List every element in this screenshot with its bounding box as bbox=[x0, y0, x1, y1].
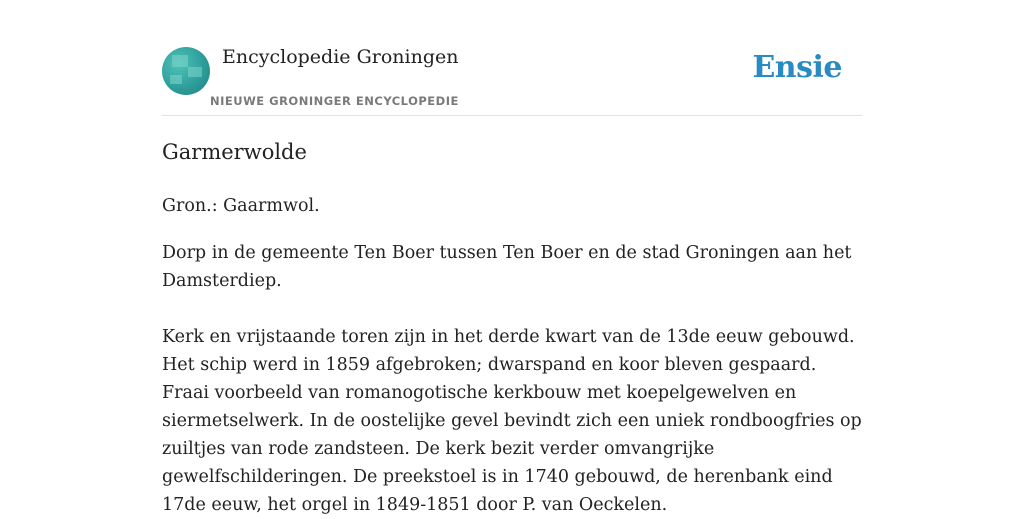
encyclopedia-avatar-icon[interactable] bbox=[162, 47, 210, 95]
page bbox=[162, 0, 862, 515]
header bbox=[162, 0, 862, 116]
encyclopedia-title[interactable]: Encyclopedie Groningen bbox=[222, 46, 459, 68]
article-paragraph: Gron.: Gaarmwol. bbox=[162, 196, 320, 216]
article-paragraph: Dorp in de gemeente Ten Boer tussen Ten Boer en de stad Groningen aan het Damsterdiep. bbox=[162, 243, 852, 291]
ensie-logo[interactable]: Ensie bbox=[752, 50, 842, 85]
encyclopedia-subtitle: NIEUWE GRONINGER ENCYCLOPEDIE bbox=[210, 94, 459, 108]
article-title: Garmerwolde bbox=[162, 140, 307, 164]
article-paragraph: Kerk en vrijstaande toren zijn in het derde kwart van de 13de eeuw gebouwd. Het schip werd in 1859 afgebroken; dwarspand en koor bleven gespaard. Fraai voorbeeld van romanogotische kerkbouw met koepelgewelven en siermetselwerk. In de oostelijke gevel bevindt zich een uniek rondboogfries op zuiltjes van rode zandsteen. De kerk bezit verder omvangrijke gewelfschilderingen. De preekstoel is in 1740 gebouwd, de herenbank eind 17de eeuw, het orgel in 1849-1851 door P. van Oeckelen. bbox=[162, 327, 862, 515]
